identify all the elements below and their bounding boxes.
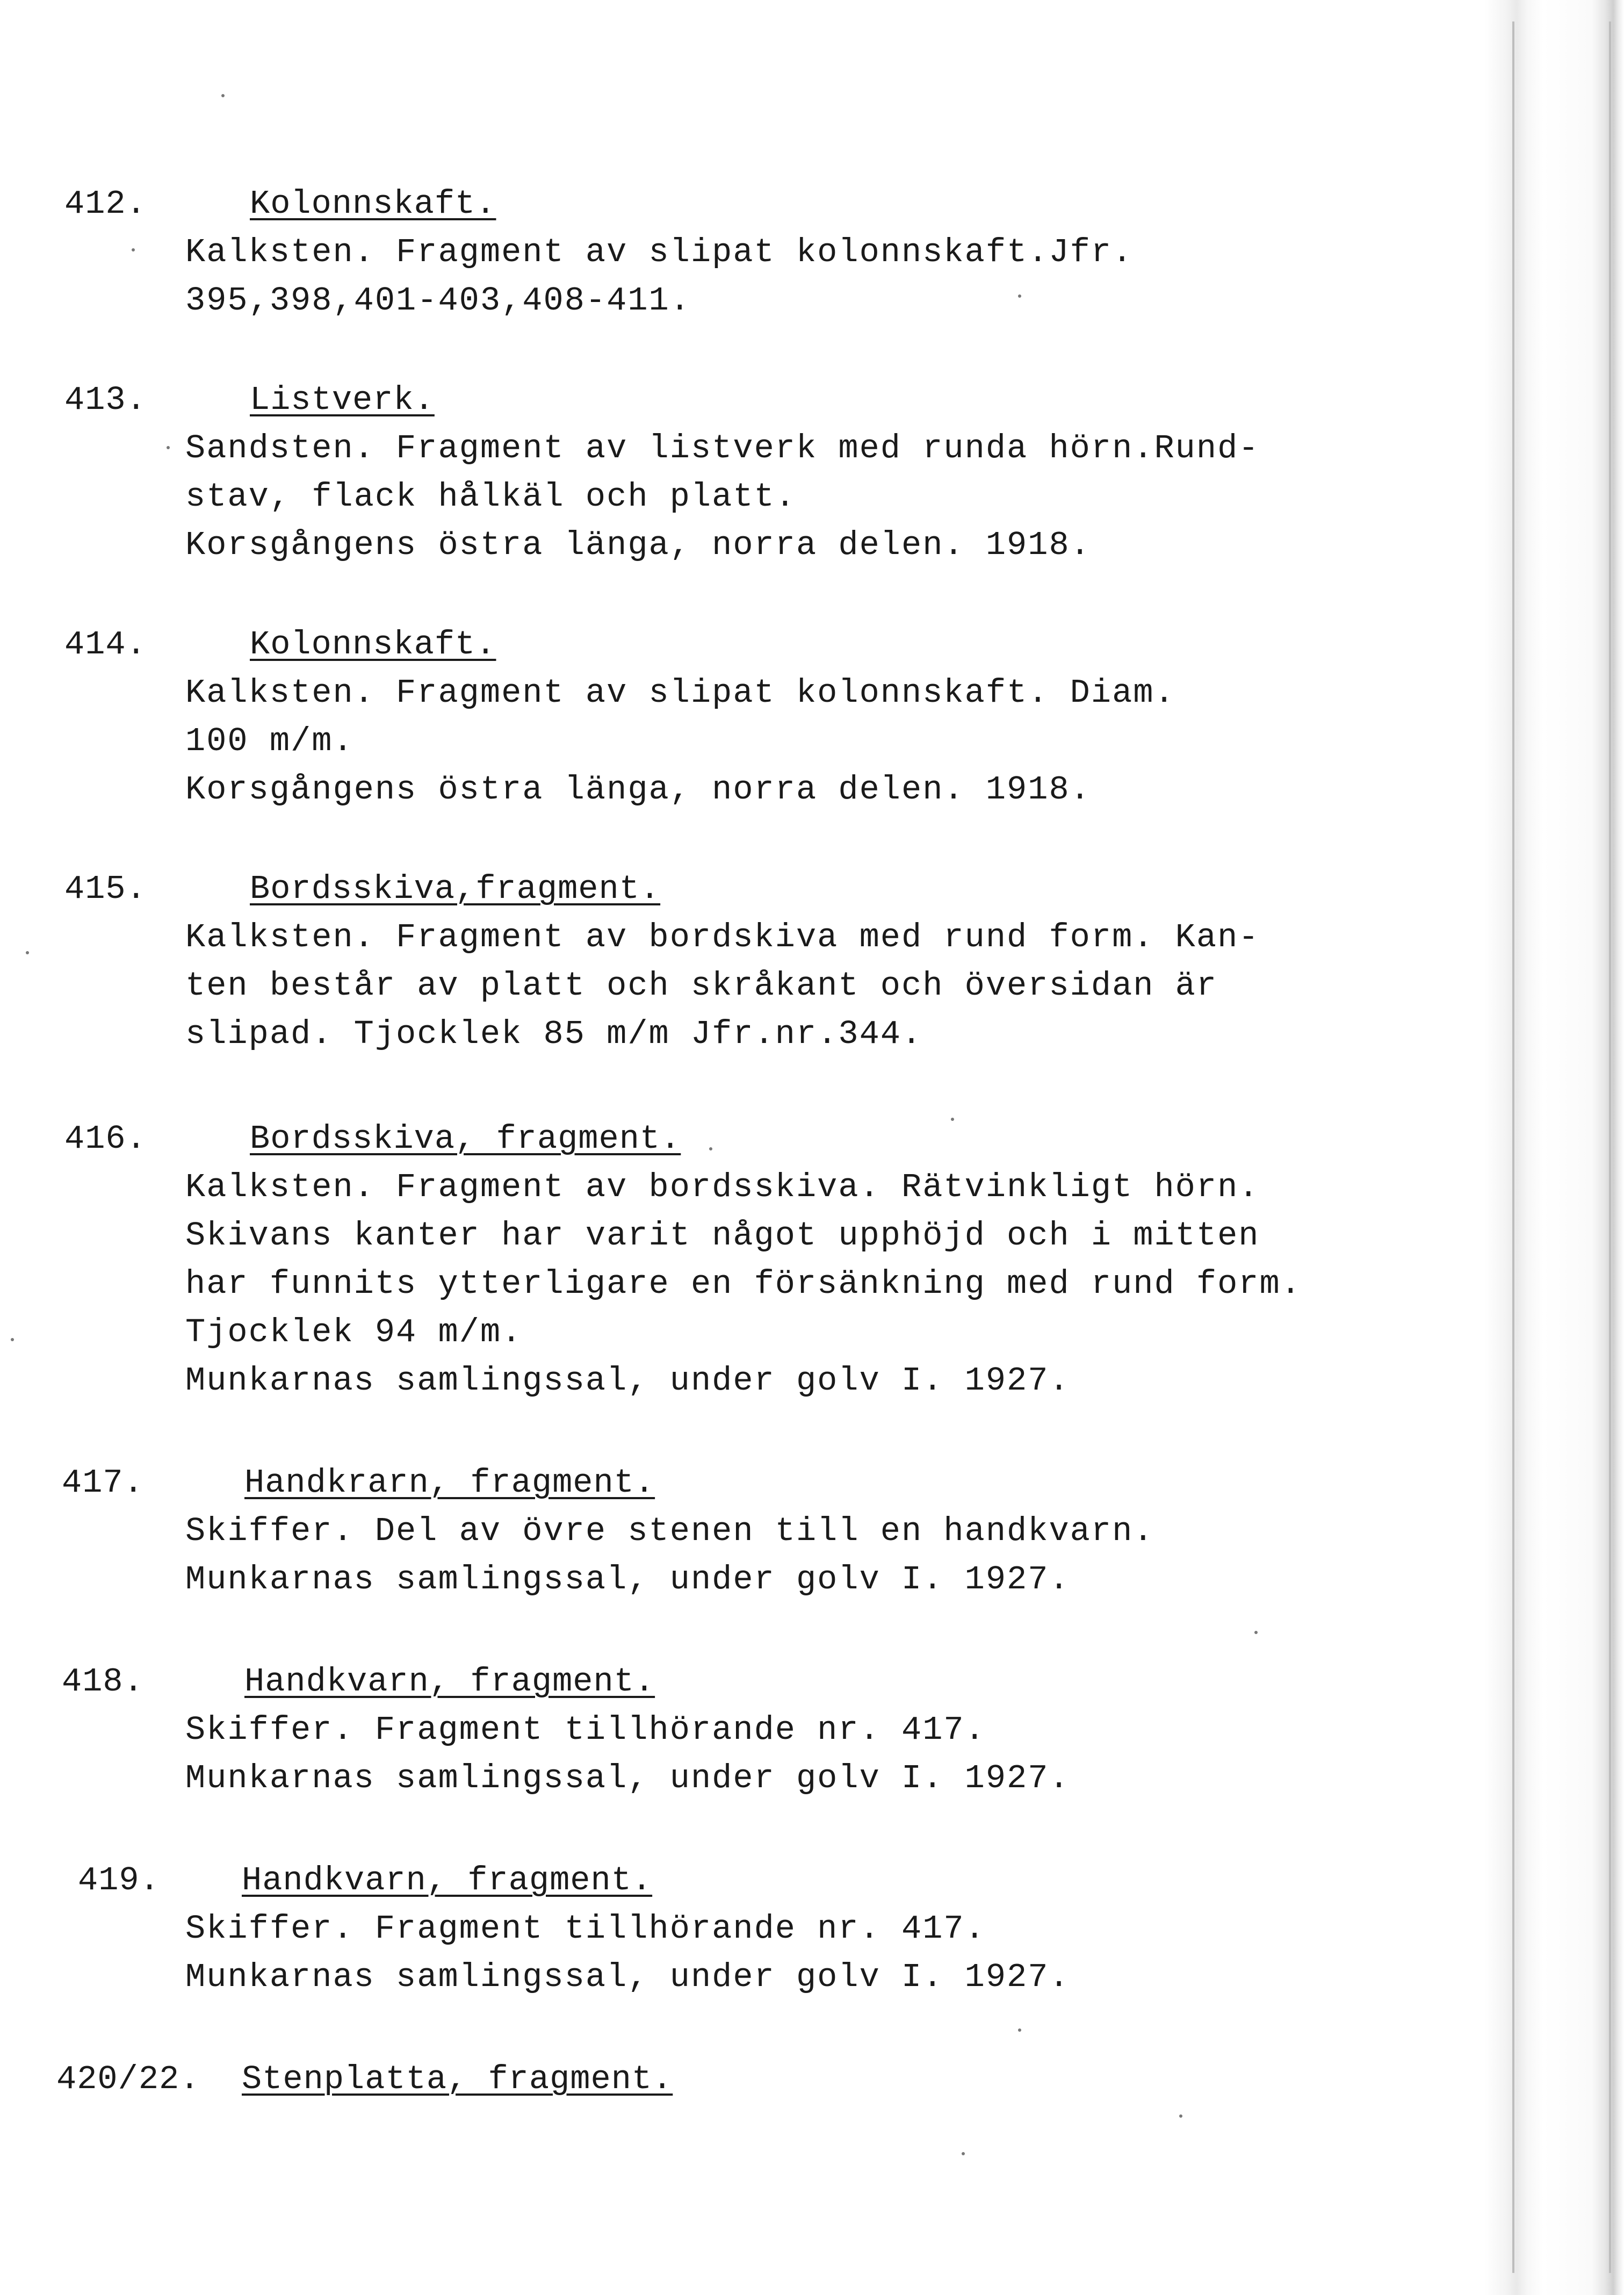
entry-number: 413. (64, 381, 147, 419)
binding-edge (1484, 0, 1624, 2295)
entry-number: 412. (64, 185, 147, 223)
entry-line: 395,398,401-403,408-411. (185, 282, 691, 320)
entry-line: Munkarnas samlingssal, under golv I. 1927. (185, 1958, 1070, 1996)
scan-speck (11, 1338, 14, 1341)
entry-line: 100 m/m. (185, 722, 354, 760)
entry-line: ten består av platt och skråkant och översidan är (185, 967, 1218, 1005)
entry-number: 419. (78, 1861, 160, 1900)
entry-number: 418. (62, 1663, 144, 1701)
scan-speck (132, 248, 135, 251)
scan-speck (951, 1118, 954, 1121)
scan-speck (962, 2152, 965, 2155)
entry-title: Stenplatta, fragment. (242, 2060, 673, 2098)
entry-title: Listverk. (250, 381, 435, 419)
scan-speck (1254, 1631, 1258, 1634)
entry-line: Munkarnas samlingssal, under golv I. 1927. (185, 1759, 1070, 1797)
entry-line: Skivans kanter har varit något upphöjd och i mitten (185, 1217, 1260, 1255)
entry-number: 420/22. (56, 2060, 200, 2098)
binding-line (1512, 21, 1514, 2273)
entry-line: har funnits ytterligare en försänkning med rund form. (185, 1265, 1302, 1303)
entry-line: Kalksten. Fragment av bordsskiva. Rätvinkligt hörn. (185, 1168, 1260, 1206)
entry-line: Munkarnas samlingssal, under golv I. 1927. (185, 1560, 1070, 1599)
scan-speck (1179, 2114, 1182, 2118)
binding-line (1609, 21, 1611, 2273)
entry-line: Kalksten. Fragment av slipat kolonnskaft.Jfr. (185, 233, 1134, 271)
entry-line: Kalksten. Fragment av slipat kolonnskaft. Diam. (185, 674, 1175, 712)
entry-line: slipad. Tjocklek 85 m/m Jfr.nr.344. (185, 1015, 923, 1053)
scan-speck (167, 446, 170, 449)
entry-line: Sandsten. Fragment av listverk med runda hörn.Rund- (185, 429, 1260, 467)
scan-speck (709, 1147, 712, 1150)
entry-number: 416. (64, 1120, 147, 1158)
entry-title: Handkvarn, fragment. (244, 1663, 655, 1701)
entry-line: stav, flack hålkäl och platt. (185, 478, 796, 516)
scan-speck (26, 951, 29, 954)
entry-line: Munkarnas samlingssal, under golv I. 1927. (185, 1362, 1070, 1400)
scan-speck (1018, 2028, 1021, 2032)
entry-number: 414. (64, 625, 147, 664)
entry-line: Korsgångens östra länga, norra delen. 1918. (185, 526, 1091, 564)
entry-title: Kolonnskaft. (250, 185, 496, 223)
entry-line: Kalksten. Fragment av bordskiva med rund form. Kan- (185, 918, 1260, 956)
entry-line: Skiffer. Fragment tillhörande nr. 417. (185, 1711, 986, 1749)
entry-title: Bordsskiva,fragment. (250, 870, 661, 908)
entry-title: Handkvarn, fragment. (242, 1861, 653, 1900)
entry-title: Handkrarn, fragment. (244, 1464, 655, 1502)
scan-speck (221, 94, 225, 97)
entry-title: Kolonnskaft. (250, 625, 496, 664)
entry-line: Korsgångens östra länga, norra delen. 1918. (185, 771, 1091, 809)
entry-number: 415. (64, 870, 147, 908)
scan-speck (1018, 294, 1021, 298)
entry-line: Skiffer. Fragment tillhörande nr. 417. (185, 1910, 986, 1948)
entry-number: 417. (62, 1464, 144, 1502)
entry-line: Skiffer. Del av övre stenen till en handkvarn. (185, 1512, 1154, 1550)
entry-line: Tjocklek 94 m/m. (185, 1313, 523, 1351)
entry-title: Bordsskiva, fragment. (250, 1120, 681, 1158)
